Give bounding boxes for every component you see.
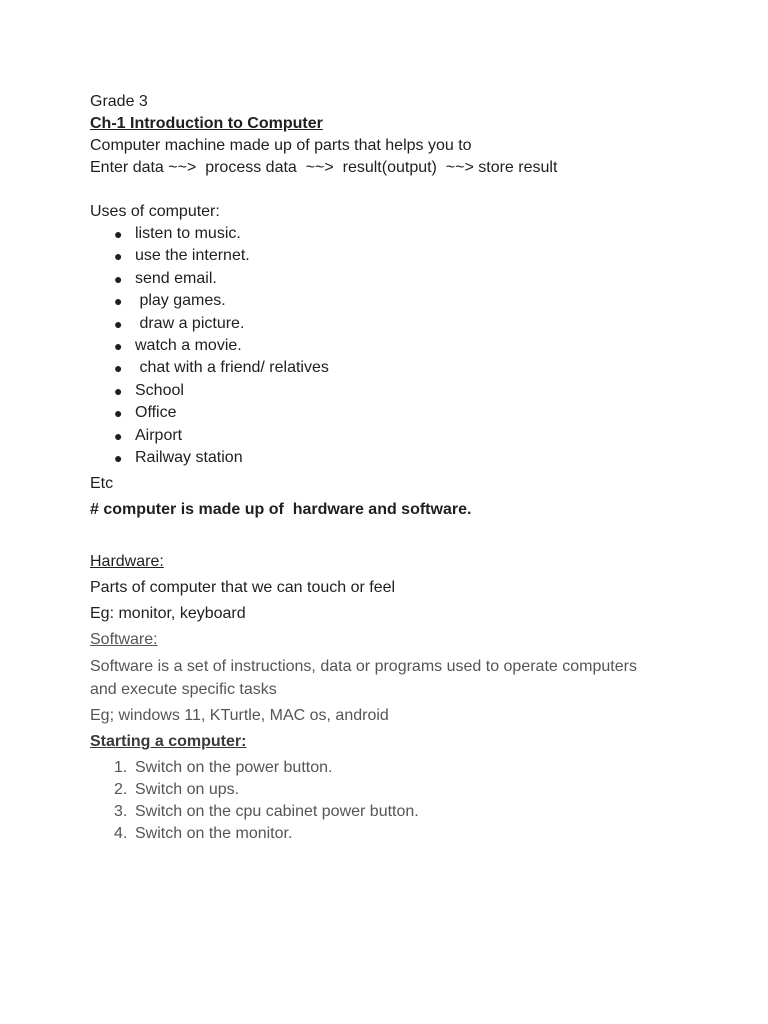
hardware-example: Eg: monitor, keyboard bbox=[90, 605, 246, 623]
bullet-icon: ● bbox=[114, 405, 123, 422]
list-item-text: listen to music. bbox=[135, 225, 241, 242]
chapter-title: Ch-1 Introduction to Computer bbox=[90, 115, 323, 132]
spacer bbox=[90, 179, 730, 201]
bullet-icon: ● bbox=[114, 293, 123, 310]
list-item bbox=[90, 357, 730, 379]
step-text: Switch on the power button. bbox=[135, 759, 333, 777]
starting-heading: Starting a computer: bbox=[90, 733, 247, 751]
list-item-text: send email. bbox=[135, 269, 217, 287]
bullet-icon: ● bbox=[114, 270, 123, 287]
uses-heading: Uses of computer: bbox=[90, 203, 220, 220]
list-item-text: watch a movie. bbox=[135, 337, 242, 355]
list-item bbox=[90, 757, 730, 779]
list-item bbox=[90, 380, 730, 402]
software-heading: Software: bbox=[90, 631, 158, 649]
list-item-text: School bbox=[135, 381, 184, 399]
list-item bbox=[90, 335, 730, 357]
spacer bbox=[90, 523, 730, 549]
step-text: Switch on the monitor. bbox=[135, 825, 293, 843]
list-item-text: Office bbox=[135, 404, 177, 422]
hardware-heading: Hardware: bbox=[90, 553, 164, 571]
bullet-icon: ● bbox=[114, 248, 123, 265]
step-number: 4. bbox=[114, 825, 128, 843]
document-page bbox=[90, 91, 730, 845]
bullet-icon: ● bbox=[114, 338, 123, 355]
list-item-text: draw a picture. bbox=[135, 314, 245, 332]
list-item bbox=[90, 447, 730, 469]
list-item-text: play games. bbox=[135, 292, 226, 310]
list-item bbox=[90, 268, 730, 290]
bullet-icon: ● bbox=[114, 427, 123, 444]
list-item-text: chat with a friend/ relatives bbox=[135, 359, 329, 377]
intro-line-1: Computer machine made up of parts that helps you to bbox=[90, 137, 472, 154]
etc-label: Etc bbox=[90, 475, 114, 493]
list-item-text: Airport bbox=[135, 426, 183, 444]
bullet-icon: ● bbox=[114, 315, 123, 332]
intro-line-2: Enter data ~~> process data ~~> result(output) ~~> store result bbox=[90, 159, 558, 176]
software-definition: Software is a set of instructions, data or programs used to operate computers and execute specific tasks bbox=[90, 658, 637, 699]
list-item bbox=[90, 823, 730, 845]
list-item bbox=[90, 313, 730, 335]
bullet-icon: ● bbox=[114, 360, 123, 377]
step-text: Switch on ups. bbox=[135, 781, 240, 799]
list-item bbox=[90, 779, 730, 801]
list-item bbox=[90, 223, 730, 245]
bullet-icon: ● bbox=[114, 382, 123, 399]
bullet-icon: ● bbox=[114, 450, 123, 467]
starting-steps-list bbox=[90, 757, 730, 845]
software-example: Eg; windows 11, KTurtle, MAC os, android bbox=[90, 707, 389, 725]
list-item bbox=[90, 801, 730, 823]
list-item bbox=[90, 245, 730, 267]
step-number: 2. bbox=[114, 781, 128, 799]
hardware-definition: Parts of computer that we can touch or feel bbox=[90, 579, 396, 597]
uses-list bbox=[90, 223, 730, 469]
list-item bbox=[90, 425, 730, 447]
grade-label: Grade 3 bbox=[90, 93, 148, 110]
step-text: Switch on the cpu cabinet power button. bbox=[135, 803, 419, 821]
list-item bbox=[90, 402, 730, 424]
bullet-icon: ● bbox=[114, 226, 123, 242]
step-number: 3. bbox=[114, 803, 128, 821]
list-item-text: use the internet. bbox=[135, 247, 250, 265]
list-item bbox=[90, 290, 730, 312]
step-number: 1. bbox=[114, 759, 128, 777]
list-item-text: Railway station bbox=[135, 449, 243, 467]
made-up-statement: # computer is made up of hardware and software. bbox=[90, 501, 472, 519]
